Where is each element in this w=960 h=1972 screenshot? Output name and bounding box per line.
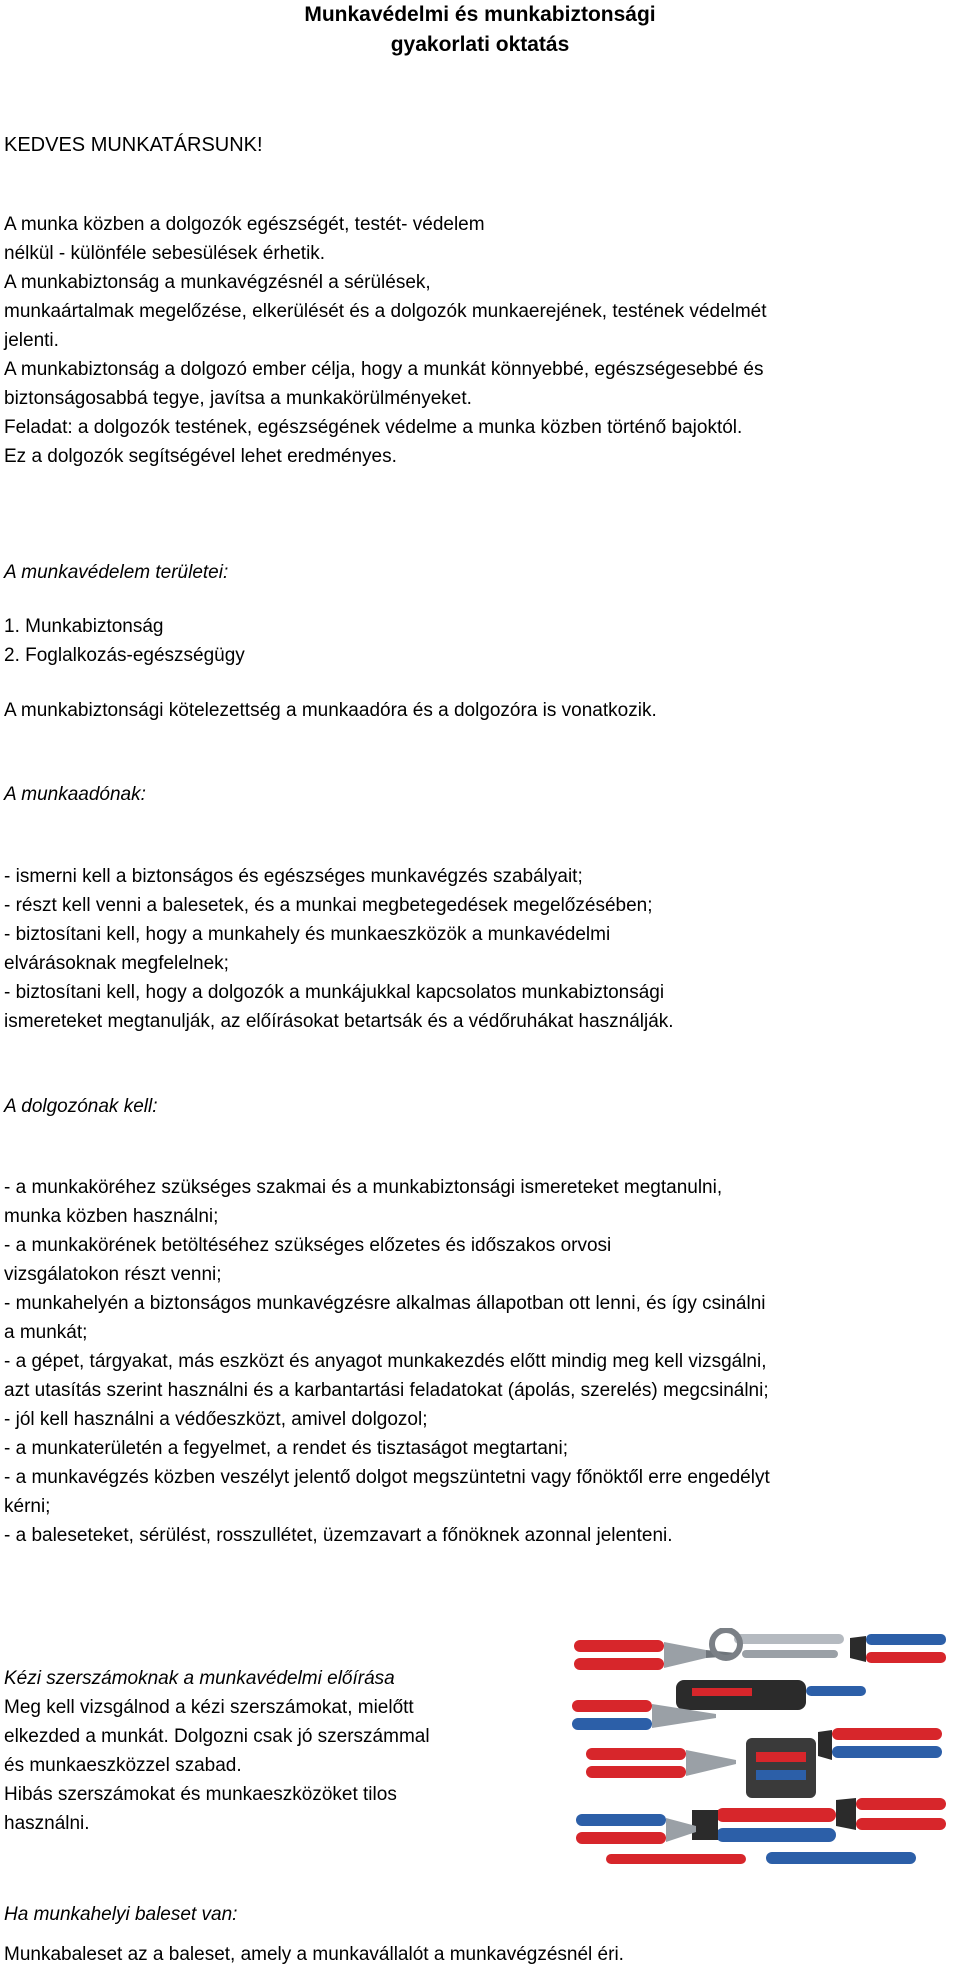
tools-line: és munkaeszközzel szabad. bbox=[4, 1755, 242, 1776]
list-item: - munkahelyén a biztonságos munkavégzésre alkalmas állapotban ott lenni, és így csinálni bbox=[4, 1293, 766, 1314]
intro-line: biztonságosabbá tegye, javítsa a munkakörülményeket. bbox=[4, 388, 472, 409]
intro-line: jelenti. bbox=[4, 330, 59, 351]
list-item: 1. Munkabiztonság bbox=[4, 616, 164, 637]
title-line-1: Munkavédelmi és munkabiztonsági bbox=[304, 3, 656, 26]
tools-line: használni. bbox=[4, 1813, 90, 1834]
intro-line: A munkabiztonság a munkavégzésnél a sérülések, bbox=[4, 272, 431, 293]
tools-line: Meg kell vizsgálnod a kézi szerszámokat, mielőtt bbox=[4, 1697, 414, 1718]
list-item: munka közben használni; bbox=[4, 1206, 219, 1227]
employee-list bbox=[4, 1173, 956, 1550]
list-item: 2. Foglalkozás-egészségügy bbox=[4, 645, 245, 666]
pliers-tools-photo-icon bbox=[566, 1628, 956, 1876]
areas-list bbox=[4, 612, 956, 670]
intro-line: A munkabiztonság a dolgozó ember célja, hogy a munkát könnyebbé, egészségesebbé és bbox=[4, 359, 764, 380]
intro-line: Ez a dolgozók segítségével lehet eredményes. bbox=[4, 446, 397, 467]
list-item: - ismerni kell a biztonságos és egészséges munkavégzés szabályait; bbox=[4, 866, 583, 887]
list-item: - a munkaköréhez szükséges szakmai és a munkabiztonsági ismereteket megtanulni, bbox=[4, 1177, 723, 1198]
list-item: - a gépet, tárgyakat, más eszközt és anyagot munkakezdés előtt mindig meg kell vizsgálni, bbox=[4, 1351, 767, 1372]
document-title bbox=[4, 0, 956, 60]
tools-line: Hibás szerszámokat és munkaeszközöket tilos bbox=[4, 1784, 397, 1805]
list-item: - jól kell használni a védőeszközt, amivel dolgozol; bbox=[4, 1409, 428, 1430]
list-item: azt utasítás szerint használni és a karbantartási feladatokat (ápolás, szerelés) megcsinálni; bbox=[4, 1380, 769, 1401]
employer-list bbox=[4, 862, 956, 1036]
list-item: kérni; bbox=[4, 1496, 51, 1517]
title-line-2: gyakorlati oktatás bbox=[390, 33, 570, 56]
intro-line: A munka közben a dolgozók egészségét, testét- védelem bbox=[4, 214, 485, 235]
list-item: elvárásoknak megfelelnek; bbox=[4, 953, 229, 974]
intro-line: Feladat: a dolgozók testének, egészségének védelme a munka közben történő bajoktól. bbox=[4, 417, 743, 438]
list-item: vizsgálatokon részt venni; bbox=[4, 1264, 222, 1285]
employee-heading: A dolgozónak kell: bbox=[4, 1096, 158, 1117]
list-item: - részt kell venni a balesetek, és a munkai megbetegedések megelőzésében; bbox=[4, 895, 653, 916]
list-item: - a munkavégzés közben veszélyt jelentő dolgot megszüntetni vagy főnöktől erre engedélyt bbox=[4, 1467, 770, 1488]
list-item: - a baleseteket, sérülést, rosszullétet, üzemzavart a főnöknek azonnal jelenteni. bbox=[4, 1525, 673, 1546]
greeting: KEDVES MUNKATÁRSUNK! bbox=[4, 134, 263, 156]
list-item: ismereteket megtanulják, az előírásokat betartsák és a védőruhákat használják. bbox=[4, 1011, 674, 1032]
intro-paragraph bbox=[4, 210, 956, 471]
employer-heading: A munkaadónak: bbox=[4, 784, 146, 805]
intro-line: munkaártalmak megelőzése, elkerülését és a dolgozók munkaerejének, testének védelmét bbox=[4, 301, 767, 322]
list-item: a munkát; bbox=[4, 1322, 88, 1343]
list-item: - biztosítani kell, hogy a dolgozók a munkájukkal kapcsolatos munkabiztonsági bbox=[4, 982, 665, 1003]
obligation-text: A munkabiztonsági kötelezettség a munkaadóra és a dolgozóra is vonatkozik. bbox=[4, 700, 657, 721]
accident-text: Munkabaleset az a baleset, amely a munkavállalót a munkavégzésnél éri. bbox=[4, 1944, 624, 1965]
tools-heading: Kézi szerszámoknak a munkavédelmi előírása bbox=[4, 1668, 395, 1689]
accident-heading: Ha munkahelyi baleset van: bbox=[4, 1904, 238, 1925]
list-item: - biztosítani kell, hogy a munkahely és munkaeszközök a munkavédelmi bbox=[4, 924, 611, 945]
tools-line: elkezded a munkát. Dolgozni csak jó szerszámmal bbox=[4, 1726, 430, 1747]
list-item: - a munkaterületén a fegyelmet, a rendet és tisztaságot megtartani; bbox=[4, 1438, 568, 1459]
areas-heading: A munkavédelem területei: bbox=[4, 562, 229, 583]
list-item: - a munkakörének betöltéséhez szükséges előzetes és időszakos orvosi bbox=[4, 1235, 612, 1256]
tools-section bbox=[4, 1664, 544, 1838]
intro-line: nélkül - különféle sebesülések érhetik. bbox=[4, 243, 326, 264]
